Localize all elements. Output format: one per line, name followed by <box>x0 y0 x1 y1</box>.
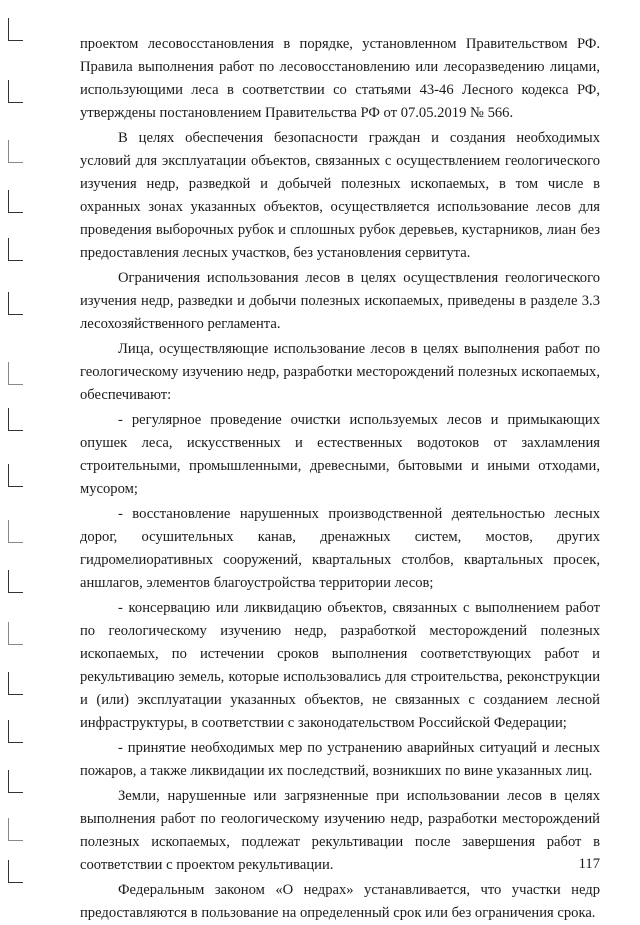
page-number: 117 <box>578 856 600 872</box>
paragraph-subsoil-law: Федеральным законом «О недрах» устанавливается, что участки недр предоставляются в пользование на определенный срок или без ограничения срока. <box>80 882 600 921</box>
binding-mark <box>8 408 23 431</box>
binding-mark <box>8 770 23 793</box>
binding-mark <box>8 570 23 593</box>
binding-mark <box>8 464 23 487</box>
paragraph-restrictions: Ограничения использования лесов в целях осуществления геологического изучения недр, разведки и добычи полезных ископаемых, приведены в разделе 3.3 лесохозяйственного регламента. <box>80 270 600 332</box>
paragraph-obligations-intro: Лица, осуществляющие использование лесов в целях выполнения работ по геологическому изучению недр, разработки месторождений полезных ископаемых, обеспечивают: <box>80 341 600 403</box>
binding-mark <box>8 190 23 213</box>
binding-margin-marks <box>0 0 30 905</box>
binding-mark <box>8 18 23 41</box>
binding-mark <box>8 860 23 883</box>
binding-mark <box>8 292 23 315</box>
binding-mark <box>8 622 23 645</box>
binding-mark <box>8 140 23 163</box>
binding-mark <box>8 720 23 743</box>
paragraph-safety-logging: В целях обеспечения безопасности граждан и создания необходимых условий для эксплуатации объектов, связанных с осуществлением геологического изучения недр, разведкой и добычей полезных ископаемых, в том числе в охранных зонах указанных объектов, осуществляется использование лесов для проведения выборочных рубок и сплошных рубок деревьев, кустарников, лиан без предоставления лесных участков, без установления сервитута. <box>80 130 600 261</box>
paragraph-recultivation: Земли, нарушенные или загрязненные при использовании лесов в целях выполнения работ по геологическому изучению недр, разработки месторождений полезных ископаемых, подлежат рекультивации после завершения работ в соответствии с проектом рекультивации. <box>80 788 600 873</box>
paragraph-continuation: проектом лесовосстановления в порядке, установленном Правительством РФ. Правила выполнения работ по лесовосстановлению или лесоразведению лицами, использующими леса в соответствии со статьями 43-46 Лесного кодекса РФ, утверждены постановлением Правительства РФ от 07.05.2019 № 566. <box>80 36 600 121</box>
binding-mark <box>8 672 23 695</box>
body-text <box>80 33 600 925</box>
binding-mark <box>8 238 23 261</box>
list-item-conservation: - консервацию или ликвидацию объектов, связанных с выполнением работ по геологическому изучению недр, разработкой месторождений полезных ископаемых, по истечении сроков выполнения соответствующих работ и рекультивацию земель, которые использовались для строительства, реконструкции и (или) эксплуатации указанных объектов, не связанных с созданием лесной инфраструктуры, в соответствии с законодательством Российской Федерации; <box>80 600 600 731</box>
binding-mark <box>8 818 23 841</box>
list-item-emergency: - принятие необходимых мер по устранению аварийных ситуаций и лесных пожаров, а также ликвидации их последствий, возникших по вине указанных лиц. <box>80 740 600 779</box>
list-item-cleanup: - регулярное проведение очистки используемых лесов и примыкающих опушек леса, искусственных и естественных водотоков от захламления строительными, промышленными, древесными, бытовыми и иными отходами, мусором; <box>80 412 600 497</box>
binding-mark <box>8 520 23 543</box>
list-item-restoration: - восстановление нарушенных производственной деятельностью лесных дорог, осушительных канав, дренажных систем, мостов, других гидромелиоративных сооружений, квартальных столбов, квартальных просек, аншлагов, элементов благоустройства территории лесов; <box>80 506 600 591</box>
binding-mark <box>8 80 23 103</box>
binding-mark <box>8 362 23 385</box>
